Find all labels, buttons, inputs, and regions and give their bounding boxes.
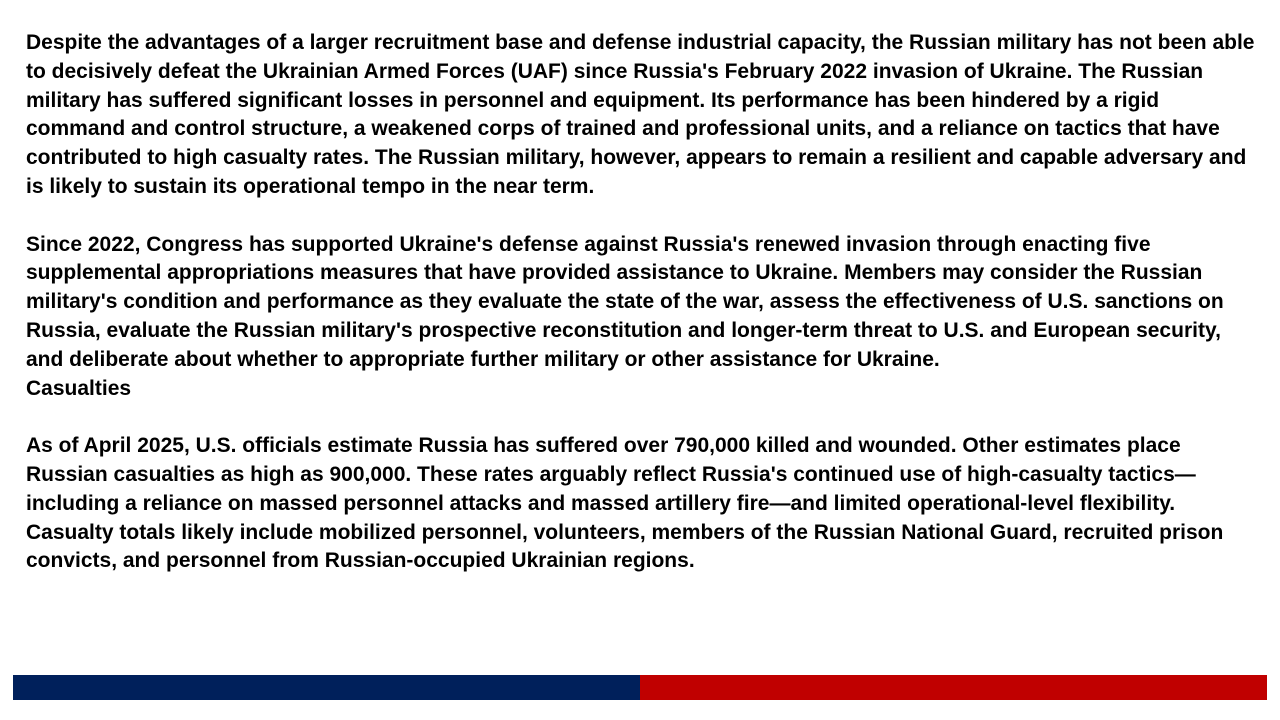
paragraph-casualties: As of April 2025, U.S. officials estimate Russia has suffered over 790,000 killed and wounded. Other estimates place Russian casualties as high as 900,000. These rates arguably reflect Russia's continued use of high-casualty tactics—including a reliance on massed personnel attacks and massed artillery fire—and limited operational-level flexibility. Casualty totals likely include mobilized personnel, volunteers, members of the Russian National Guard, recruited prison convicts, and personnel from Russian-occupied Ukrainian regions. [26, 434, 1224, 573]
paragraph-overview: Despite the advantages of a larger recruitment base and defense industrial capacity, the Russian military has not been able to decisively defeat the Ukrainian Armed Forces (UAF) since Russia's February 2022 invasion of Ukraine. The Russian military has suffered significant losses in personnel and equipment. Its performance has been hindered by a rigid command and control structure, a weakened corps of trained and professional units, and a reliance on tactics that have contributed to high casualty rates. The Russian military, however, appears to remain a resilient and capable adversary and is likely to sustain its operational tempo in the near term. [26, 31, 1255, 198]
footer-bar-red [640, 675, 1267, 700]
footer-color-bar [13, 675, 1267, 700]
paragraph-spacer [26, 202, 1258, 231]
paragraph-congress: Since 2022, Congress has supported Ukraine's defense against Russia's renewed invasion through enacting five supplemental appropriations measures that have provided assistance to Ukraine. Members may consider the Russian military's condition and performance as they evaluate the state of the war, assess the effectiveness of U.S. sanctions on Russia, evaluate the Russian military's prospective reconstitution and longer-term threat to U.S. and European security, and deliberate about whether to appropriate further military or other assistance for Ukraine. [26, 232, 1224, 371]
footer-bar-navy [13, 675, 640, 700]
section-heading-casualties: Casualties [26, 376, 132, 400]
paragraph-spacer [26, 403, 1258, 432]
document-body [26, 29, 1258, 576]
